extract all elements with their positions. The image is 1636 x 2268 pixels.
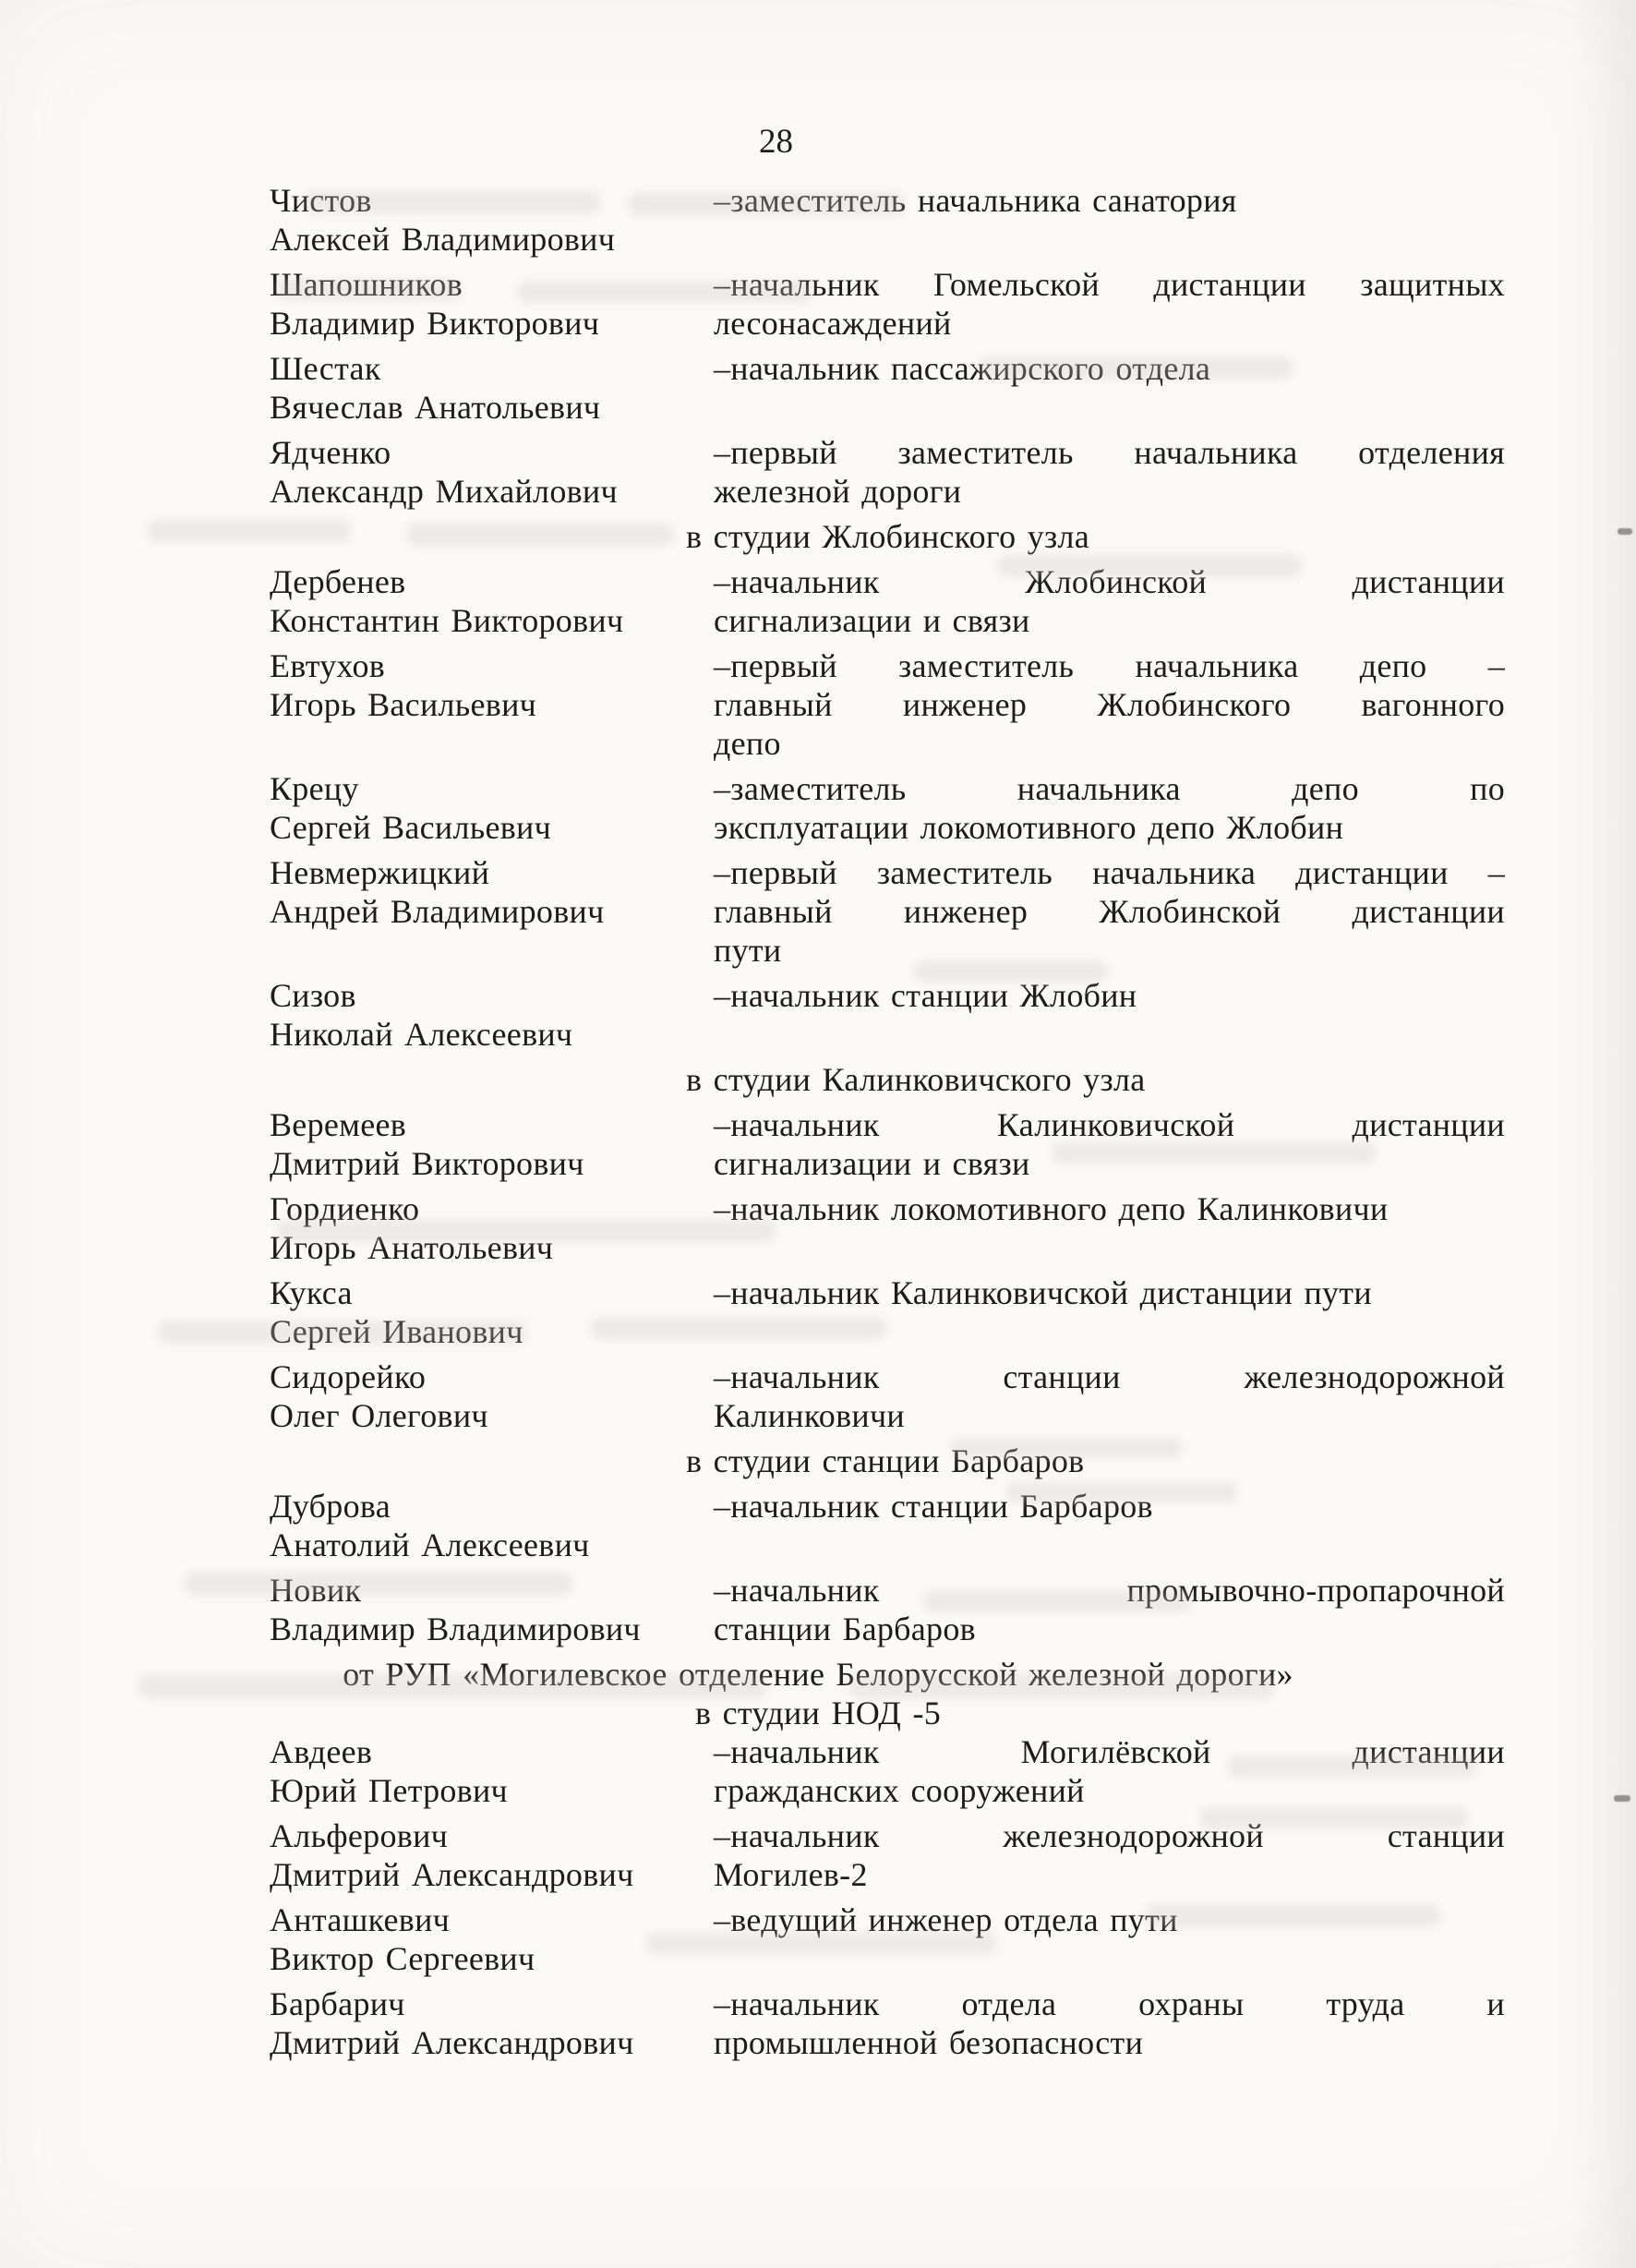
position-line: главный инженер Жлобинского вагонного	[714, 686, 1505, 723]
participant-name	[270, 349, 714, 427]
participant-row	[270, 1273, 1505, 1351]
position-line: сигнализации и связи	[714, 1145, 1030, 1182]
participant-name	[270, 1732, 714, 1810]
person-name-line: Шестак	[270, 350, 381, 387]
person-name-line: Альферович	[270, 1817, 449, 1854]
position-line: –начальник Калинковичской дистанции пути	[714, 1274, 1372, 1311]
person-name-line: Сизов	[270, 977, 356, 1014]
person-name-line: Шапошников	[270, 266, 463, 303]
position-line: –начальник отдела охраны труда и	[714, 1985, 1505, 2022]
person-name-line: Виктор Сергеевич	[270, 1940, 535, 1977]
person-name-line: Сидорейко	[270, 1358, 427, 1395]
participant-row	[270, 769, 1505, 847]
participant-position	[714, 181, 1505, 259]
participant-row	[270, 1357, 1505, 1435]
participant-name	[270, 1357, 714, 1435]
participant-row	[270, 976, 1505, 1054]
position-line: депо	[714, 725, 781, 762]
participant-name	[270, 1571, 714, 1648]
position-line: лесонасаждений	[714, 305, 952, 342]
participant-name	[270, 433, 714, 511]
position-line: –начальник железнодорожной станции	[714, 1817, 1505, 1854]
participant-position	[714, 1571, 1505, 1648]
position-line: –начальник Жлобинской дистанции	[714, 563, 1505, 600]
person-name-line: Новик	[270, 1572, 362, 1609]
person-name-line: Анатолий Алексеевич	[270, 1526, 590, 1563]
delegation-header: от РУП «Могилевское отделение Белорусской железной дороги»	[343, 1656, 1293, 1693]
person-name-line: Дербенев	[270, 563, 406, 600]
participant-row	[270, 562, 1505, 640]
participant-position	[714, 349, 1505, 427]
person-name-line: Анташкевич	[270, 1901, 451, 1938]
person-name-line: Николай Алексеевич	[270, 1016, 573, 1053]
participant-name	[270, 1273, 714, 1351]
participant-row	[270, 1487, 1505, 1564]
person-name-line: Андрей Владимирович	[270, 893, 605, 930]
person-name-line: Веремеев	[270, 1106, 407, 1143]
person-name-line: Сергей Васильевич	[270, 809, 552, 846]
participant-name	[270, 1487, 714, 1564]
person-name-line: Дмитрий Викторович	[270, 1145, 584, 1182]
page-number: 28	[759, 123, 793, 161]
position-line: пути	[714, 932, 782, 969]
participant-name	[270, 1105, 714, 1183]
participant-name	[270, 769, 714, 847]
participant-position	[714, 976, 1505, 1054]
participant-row	[270, 181, 1505, 259]
participant-row	[270, 433, 1505, 511]
participant-name	[270, 1984, 714, 2062]
participant-name	[270, 1816, 714, 1894]
position-line: Могилев-2	[714, 1856, 868, 1893]
person-name-line: Олег Олегович	[270, 1397, 488, 1434]
participant-row	[270, 853, 1505, 970]
person-name-line: Вячеслав Анатольевич	[270, 389, 601, 426]
participant-row	[270, 1189, 1505, 1267]
person-name-line: Александр Михайлович	[270, 473, 618, 510]
person-name-line: Барбарич	[270, 1985, 405, 2022]
person-name-line: Игорь Анатольевич	[270, 1229, 554, 1266]
participant-row	[270, 1984, 1505, 2062]
person-name-line: Ядченко	[270, 434, 391, 471]
position-line: гражданских сооружений	[714, 1772, 1085, 1809]
participant-position	[714, 1189, 1505, 1267]
participant-position	[714, 265, 1505, 343]
studio-section-header: в студии НОД -5	[694, 1695, 942, 1731]
position-line: –начальник станции Жлобин	[714, 977, 1137, 1014]
position-line: –начальник Могилёвской дистанции	[714, 1733, 1505, 1770]
studio-section-header: в студии станции Барбаров	[686, 1442, 1085, 1479]
position-line: –начальник пассажирского отдела	[714, 350, 1211, 387]
position-line: –первый заместитель начальника отделения	[714, 434, 1505, 471]
scan-speck	[1618, 528, 1632, 535]
person-name-line: Чистов	[270, 182, 372, 219]
position-line: –заместитель начальника санатория	[714, 182, 1237, 219]
participant-position	[714, 562, 1505, 640]
participant-name	[270, 976, 714, 1054]
participant-position	[714, 1273, 1505, 1351]
studio-section-header: в студии Жлобинского узла	[686, 518, 1090, 555]
participant-position	[714, 1900, 1505, 1978]
participant-name	[270, 181, 714, 259]
participant-row	[270, 349, 1505, 427]
participant-name	[270, 646, 714, 763]
position-line: –начальник станции железнодорожной	[714, 1358, 1505, 1395]
person-name-line: Игорь Васильевич	[270, 686, 537, 723]
person-name-line: Дуброва	[270, 1488, 391, 1525]
person-name-line: Дмитрий Александрович	[270, 1856, 634, 1893]
participant-name	[270, 1900, 714, 1978]
person-name-line: Евтухов	[270, 647, 386, 684]
position-line: главный инженер Жлобинской дистанции	[714, 893, 1505, 930]
participant-row	[270, 1571, 1505, 1648]
participant-position	[714, 1732, 1505, 1810]
position-line: –начальник станции Барбаров	[714, 1488, 1153, 1525]
participant-name	[270, 562, 714, 640]
participant-position	[714, 1816, 1505, 1894]
position-line: –начальник Гомельской дистанции защитных	[714, 266, 1505, 303]
participant-row	[270, 1105, 1505, 1183]
participant-row	[270, 646, 1505, 763]
person-name-line: Дмитрий Александрович	[270, 2024, 634, 2061]
position-line: –ведущий инженер отдела пути	[714, 1901, 1178, 1938]
position-line: сигнализации и связи	[714, 602, 1030, 639]
person-name-line: Гордиенко	[270, 1190, 420, 1227]
person-name-line: Крецу	[270, 770, 359, 807]
participant-position	[714, 853, 1505, 970]
participant-row	[270, 1732, 1505, 1810]
position-line: промышленной безопасности	[714, 2024, 1144, 2061]
participant-position	[714, 433, 1505, 511]
person-name-line: Константин Викторович	[270, 602, 624, 639]
participants-list	[270, 181, 1505, 2069]
position-line: Калинковичи	[714, 1397, 905, 1434]
participant-position	[714, 1357, 1505, 1435]
person-name-line: Владимир Викторович	[270, 305, 600, 342]
participant-position	[714, 1984, 1505, 2062]
person-name-line: Невмержицкий	[270, 854, 490, 891]
person-name-line: Кукса	[270, 1274, 353, 1311]
position-line: –начальник Калинковичской дистанции	[714, 1106, 1505, 1143]
position-line: –начальник промывочно-пропарочной	[714, 1572, 1505, 1609]
position-line: станции Барбаров	[714, 1611, 976, 1647]
participant-position	[714, 646, 1505, 763]
person-name-line: Юрий Петрович	[270, 1772, 508, 1809]
participant-row	[270, 1816, 1505, 1894]
person-name-line: Владимир Владимирович	[270, 1611, 641, 1647]
position-line: –первый заместитель начальника депо –	[714, 647, 1505, 684]
position-line: –заместитель начальника депо по	[714, 770, 1505, 807]
participant-name	[270, 265, 714, 343]
participant-name	[270, 1189, 714, 1267]
position-line: –первый заместитель начальника дистанции –	[714, 854, 1505, 891]
studio-section-header: в студии Калинковичского узла	[686, 1061, 1146, 1098]
position-line: –начальник локомотивного депо Калинковичи	[714, 1190, 1389, 1227]
participant-name	[270, 853, 714, 970]
person-name-line: Авдеев	[270, 1733, 373, 1770]
scan-speck	[1614, 1795, 1630, 1802]
participant-row	[270, 265, 1505, 343]
participant-position	[714, 769, 1505, 847]
person-name-line: Сергей Иванович	[270, 1313, 523, 1350]
person-name-line: Алексей Владимирович	[270, 221, 616, 258]
position-line: железной дороги	[714, 473, 962, 510]
participant-position	[714, 1487, 1505, 1564]
position-line: эксплуатации локомотивного депо Жлобин	[714, 809, 1344, 846]
participant-position	[714, 1105, 1505, 1183]
participant-row	[270, 1900, 1505, 1978]
